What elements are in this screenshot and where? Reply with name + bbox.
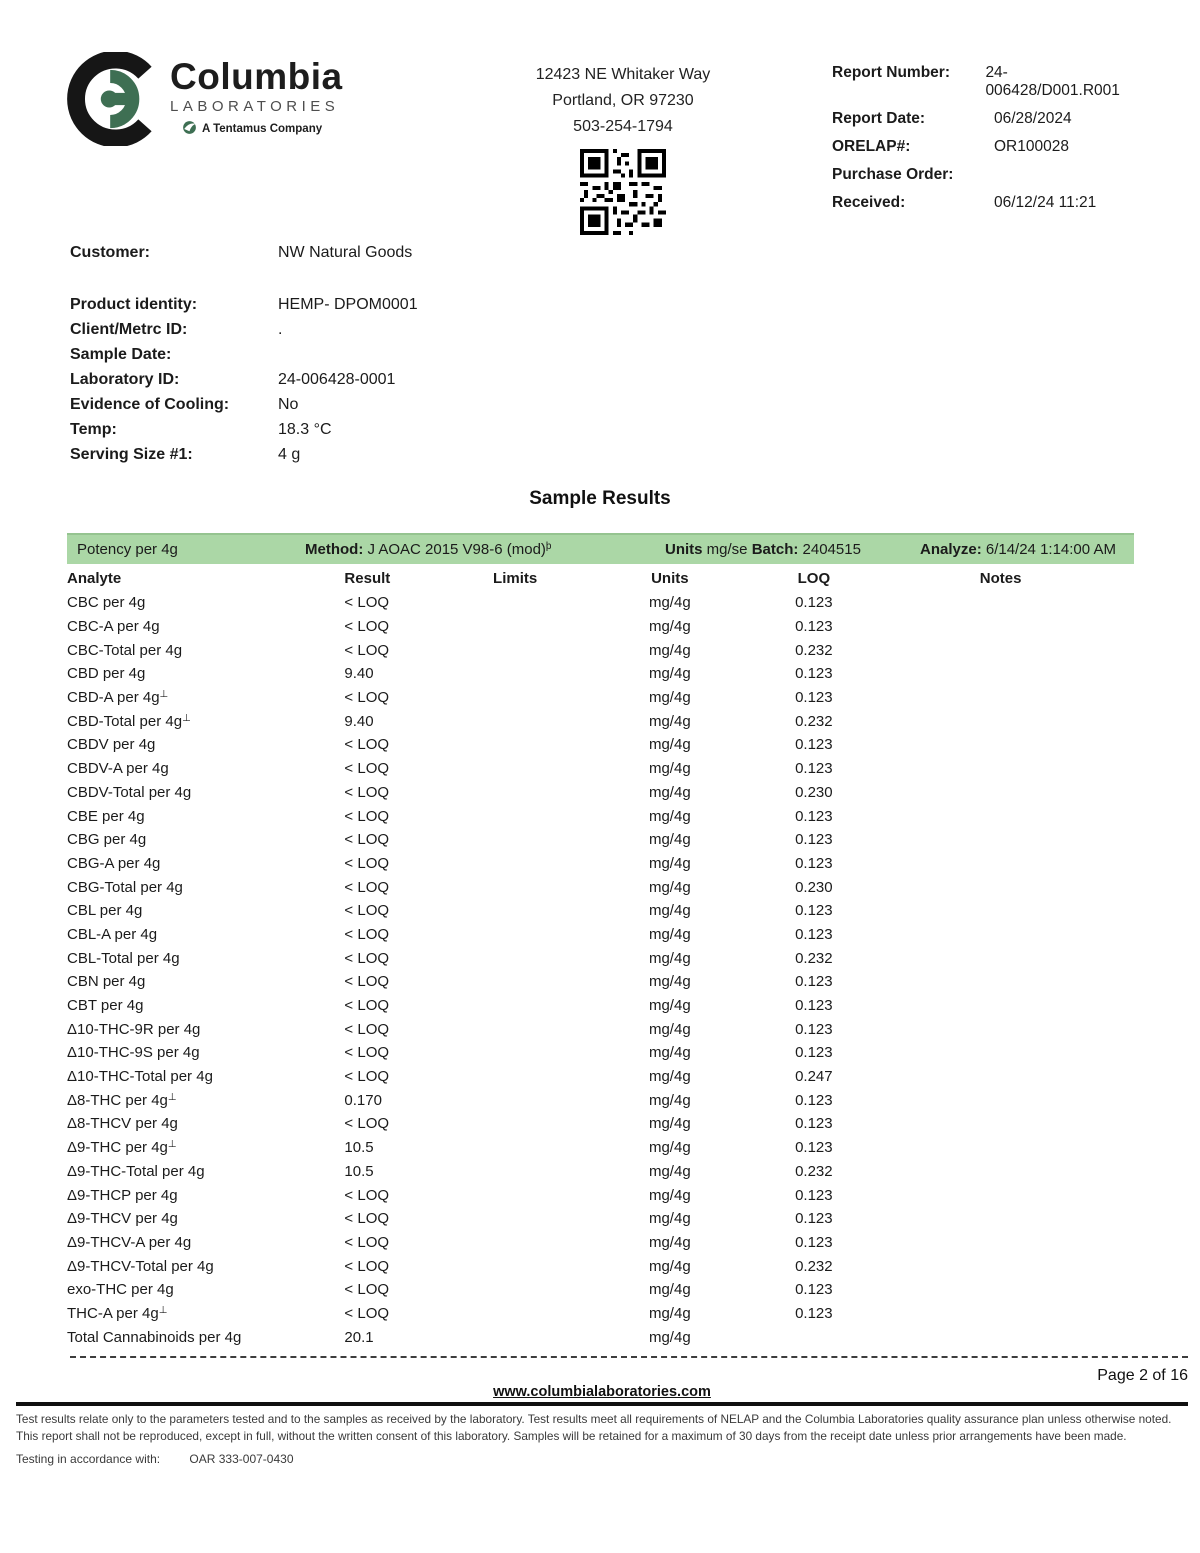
result-cell: 20.1 (344, 1328, 374, 1346)
units-cell: mg/4g (648, 712, 691, 730)
analyte-cell: CBDV per 4g (67, 736, 156, 754)
loq-cell: 0.123 (795, 1281, 833, 1299)
lab-address-line2: Portland, OR 97230 (552, 92, 694, 109)
analyte-cell: Δ9-THCV per 4g (67, 1210, 178, 1228)
info-value: 24-006428-0001 (278, 371, 396, 388)
result-cell: 10.5 (344, 1139, 374, 1157)
loq-cell: 0.123 (795, 973, 833, 991)
loq-cell: 0.230 (795, 783, 833, 801)
units-cell: mg/4g (648, 1186, 691, 1204)
loq-cell: 0.232 (795, 712, 833, 730)
info-label: Report Number: (832, 64, 950, 81)
analyte-cell: THC-A per 4g⊥ (67, 1304, 168, 1322)
loq-cell: 0.123 (795, 1139, 833, 1157)
page-number: Page 2 of 16 (1097, 1367, 1188, 1384)
result-cell: < LOQ (344, 641, 390, 659)
notes-cell (867, 899, 1134, 923)
loq-cell: 0.123 (795, 1233, 833, 1251)
results-section (67, 533, 1134, 1349)
brand-tagline: A Tentamus Company (202, 123, 323, 135)
notes-cell (867, 1088, 1134, 1112)
result-cell: < LOQ (344, 1233, 390, 1251)
col-header-result: Result (344, 570, 391, 587)
notes-cell (867, 875, 1134, 899)
banner-analyze: Analyze: 6/14/24 1:14:00 AM (920, 541, 1116, 558)
info-value: 24-006428/D001.R001 (985, 64, 1120, 99)
notes-cell (867, 828, 1134, 852)
analyte-cell: CBL per 4g (67, 902, 143, 920)
brand-name: Columbia (170, 56, 343, 97)
units-cell: mg/4g (648, 760, 691, 778)
result-cell: < LOQ (344, 831, 390, 849)
loq-cell: 0.232 (795, 1257, 833, 1275)
customer-value: NW Natural Goods (278, 244, 413, 261)
website-rule (16, 1383, 1188, 1406)
units-cell: mg/4g (648, 1044, 691, 1062)
loq-cell: 0.232 (795, 1162, 833, 1180)
table-row (67, 1017, 1134, 1041)
loq-cell (761, 1325, 868, 1349)
result-cell: < LOQ (344, 949, 390, 967)
notes-cell (867, 1207, 1134, 1231)
units-cell: mg/4g (648, 1020, 691, 1038)
result-cell: 10.5 (344, 1162, 374, 1180)
loq-cell: 0.123 (795, 902, 833, 920)
limits-cell (451, 970, 579, 994)
limits-cell (451, 852, 579, 876)
sample-info-row (70, 346, 1134, 364)
notes-cell (867, 923, 1134, 947)
analyte-cell: CBD per 4g (67, 665, 146, 683)
analyte-cell: Δ10-THC-9S per 4g (67, 1044, 200, 1062)
table-row (67, 1160, 1134, 1184)
limits-cell (451, 733, 579, 757)
result-cell: < LOQ (344, 997, 390, 1015)
limits-cell (451, 1017, 579, 1041)
limits-cell (451, 1112, 579, 1136)
notes-cell (867, 733, 1134, 757)
limits-cell (451, 1160, 579, 1184)
loq-cell: 0.123 (795, 807, 833, 825)
report-info-row (832, 166, 1134, 184)
table-row (67, 1088, 1134, 1112)
notes-cell (867, 638, 1134, 662)
info-label: Purchase Order: (832, 166, 954, 183)
table-row (67, 1302, 1134, 1326)
report-info-row (832, 194, 1134, 212)
units-cell: mg/4g (648, 783, 691, 801)
notes-cell (867, 1302, 1134, 1326)
units-cell: mg/4g (648, 831, 691, 849)
table-row (67, 1112, 1134, 1136)
notes-cell (867, 852, 1134, 876)
table-row (67, 875, 1134, 899)
notes-cell (867, 1065, 1134, 1089)
table-row (67, 781, 1134, 805)
limits-cell (451, 1136, 579, 1160)
units-cell: mg/4g (648, 925, 691, 943)
loq-cell: 0.123 (795, 831, 833, 849)
units-cell: mg/4g (648, 973, 691, 991)
limits-cell (451, 1278, 579, 1302)
sample-info-row (70, 296, 1134, 314)
result-cell: < LOQ (344, 1068, 390, 1086)
analyte-cell: CBG-Total per 4g (67, 878, 183, 896)
notes-cell (867, 709, 1134, 733)
testing-value: OAR 333-007-0430 (189, 1452, 294, 1467)
col-header-loq: LOQ (797, 570, 831, 587)
result-cell: < LOQ (344, 1257, 390, 1275)
dashed-separator (70, 1356, 1188, 1358)
sample-meta-block (0, 240, 1200, 464)
sample-info-row (70, 321, 1134, 339)
units-cell: mg/4g (648, 1304, 691, 1322)
brand-subtitle: LABORATORIES (170, 98, 340, 115)
result-cell: < LOQ (344, 1020, 390, 1038)
result-cell: < LOQ (344, 760, 390, 778)
potency-banner (67, 533, 1134, 564)
lab-address-block (458, 52, 788, 240)
table-row (67, 970, 1134, 994)
loq-cell: 0.123 (795, 618, 833, 636)
table-row (67, 1041, 1134, 1065)
result-cell: 9.40 (344, 712, 374, 730)
notes-cell (867, 757, 1134, 781)
result-cell: < LOQ (344, 1210, 390, 1228)
notes-cell (867, 1112, 1134, 1136)
limits-cell (451, 1325, 579, 1349)
analyte-cell: Δ9-THC-Total per 4g (67, 1162, 205, 1180)
results-table (67, 564, 1134, 1349)
info-label: Temp: (70, 421, 117, 438)
website-link[interactable]: www.columbialaboratories.com (493, 1384, 711, 1400)
notes-cell (867, 781, 1134, 805)
notes-cell (867, 1231, 1134, 1255)
analyte-cell: CBC-A per 4g (67, 618, 160, 636)
units-cell: mg/4g (648, 1210, 691, 1228)
disclaimer-text: Test results relate only to the parameters tested and to the samples as received by the laboratory. Test results meet all requirements of NELAP and the Columbia Laboratories quality assurance plan unless otherwise noted. This report shall not be reproduced, except in full, without the written consent of this laboratory. Samples will be retained for a maximum of 30 days from the receipt date unless prior arrangements have been made. (16, 1412, 1172, 1444)
analyte-cell: CBC per 4g (67, 594, 146, 612)
loq-cell: 0.123 (795, 736, 833, 754)
table-row (67, 1065, 1134, 1089)
analyte-cell: CBG per 4g (67, 831, 147, 849)
table-row (67, 709, 1134, 733)
limits-cell (451, 828, 579, 852)
analyte-cell: CBG-A per 4g (67, 854, 161, 872)
notes-cell (867, 686, 1134, 710)
loq-cell: 0.123 (795, 925, 833, 943)
table-row (67, 852, 1134, 876)
info-label: Evidence of Cooling: (70, 396, 230, 413)
limits-cell (451, 899, 579, 923)
notes-cell (867, 946, 1134, 970)
notes-cell (867, 662, 1134, 686)
sample-info-row (70, 396, 1134, 414)
col-header-analyte: Analyte (67, 570, 122, 587)
units-cell: mg/4g (648, 878, 691, 896)
result-cell: < LOQ (344, 618, 390, 636)
table-row (67, 1183, 1134, 1207)
result-cell: 9.40 (344, 665, 374, 683)
units-cell: mg/4g (648, 854, 691, 872)
limits-cell (451, 923, 579, 947)
notes-cell (867, 804, 1134, 828)
limits-cell (451, 994, 579, 1018)
table-row (67, 946, 1134, 970)
loq-cell: 0.123 (795, 1115, 833, 1133)
loq-cell: 0.123 (795, 1020, 833, 1038)
table-row (67, 638, 1134, 662)
units-cell: mg/4g (648, 1162, 691, 1180)
table-row (67, 591, 1134, 615)
analyte-cell: CBE per 4g (67, 807, 145, 825)
testing-label: Testing in accordance with: (16, 1452, 161, 1467)
result-cell: 0.170 (344, 1091, 382, 1109)
analyte-cell: CBD-A per 4g⊥ (67, 689, 169, 707)
result-cell: < LOQ (344, 1186, 390, 1204)
analyte-cell: CBN per 4g (67, 973, 146, 991)
notes-cell (867, 970, 1134, 994)
units-cell: mg/4g (648, 618, 691, 636)
loq-cell: 0.230 (795, 878, 833, 896)
testing-standard-row (16, 1452, 1188, 1466)
units-cell: mg/4g (648, 949, 691, 967)
qr-code (458, 149, 788, 240)
notes-cell (867, 1160, 1134, 1184)
info-value: 18.3 °C (278, 421, 332, 438)
report-info-block (788, 52, 1134, 240)
report-info-row (832, 110, 1134, 128)
limits-cell (451, 591, 579, 615)
units-cell: mg/4g (648, 1115, 691, 1133)
customer-label: Customer: (70, 244, 151, 261)
limits-cell (451, 1065, 579, 1089)
units-cell: mg/4g (648, 1257, 691, 1275)
units-cell: mg/4g (648, 1068, 691, 1086)
info-value: . (278, 321, 283, 338)
notes-cell (867, 591, 1134, 615)
analyte-cell: CBL-A per 4g (67, 925, 158, 943)
table-row (67, 994, 1134, 1018)
notes-cell (867, 1041, 1134, 1065)
info-label: Product identity: (70, 296, 198, 313)
loq-cell: 0.123 (795, 1186, 833, 1204)
result-cell: < LOQ (344, 1044, 390, 1062)
analyte-cell: Δ9-THCP per 4g (67, 1186, 178, 1204)
report-header (0, 0, 1200, 240)
analyte-cell: Δ10-THC-9R per 4g (67, 1020, 201, 1038)
result-cell: < LOQ (344, 1115, 390, 1133)
units-cell: mg/4g (648, 1139, 691, 1157)
loq-cell: 0.123 (795, 997, 833, 1015)
result-cell: < LOQ (344, 973, 390, 991)
analyte-cell: CBC-Total per 4g (67, 641, 183, 659)
info-value: OR100028 (994, 138, 1069, 155)
sample-info-row (70, 371, 1134, 389)
analyte-cell: Δ8-THC per 4g⊥ (67, 1091, 177, 1109)
units-cell: mg/4g (648, 1328, 691, 1346)
notes-cell (867, 1325, 1134, 1349)
table-row (67, 828, 1134, 852)
table-row (67, 923, 1134, 947)
banner-units-batch: Units mg/se Batch: 2404515 (665, 541, 861, 558)
banner-method: Method: J AOAC 2015 V98-6 (mod)$^þ$ (305, 541, 552, 558)
col-header-units: Units (651, 570, 689, 587)
analyte-cell: CBDV-Total per 4g (67, 783, 192, 801)
units-cell: mg/4g (648, 665, 691, 683)
table-row (67, 686, 1134, 710)
units-cell: mg/4g (648, 1233, 691, 1251)
report-info-row (832, 64, 1134, 100)
result-cell: < LOQ (344, 736, 390, 754)
limits-cell (451, 1254, 579, 1278)
limits-cell (451, 1231, 579, 1255)
results-header-row (67, 564, 1134, 591)
limits-cell (451, 781, 579, 805)
sample-info-row (70, 446, 1134, 464)
units-cell: mg/4g (648, 641, 691, 659)
info-value: No (278, 396, 299, 413)
banner-title: Potency per 4g (77, 541, 178, 558)
info-value: 06/12/24 11:21 (994, 194, 1097, 211)
lab-phone: 503-254-1794 (573, 118, 673, 135)
result-cell: < LOQ (344, 902, 390, 920)
result-cell: < LOQ (344, 594, 390, 612)
col-header-notes: Notes (979, 570, 1022, 587)
limits-cell (451, 638, 579, 662)
limits-cell (451, 662, 579, 686)
notes-cell (867, 1254, 1134, 1278)
units-cell: mg/4g (648, 1091, 691, 1109)
info-label: Serving Size #1: (70, 446, 193, 463)
units-cell: mg/4g (648, 594, 691, 612)
result-cell: < LOQ (344, 854, 390, 872)
table-row (67, 1207, 1134, 1231)
lab-address-line1: 12423 NE Whitaker Way (535, 66, 711, 83)
result-cell: < LOQ (344, 783, 390, 801)
tentamus-leaf-icon (182, 120, 197, 138)
loq-cell: 0.123 (795, 665, 833, 683)
report-info-row (832, 138, 1134, 156)
analyte-cell: exo-THC per 4g (67, 1281, 174, 1299)
limits-cell (451, 946, 579, 970)
info-label: Client/Metrc ID: (70, 321, 188, 338)
info-value: HEMP- DPOM0001 (278, 296, 418, 313)
table-row (67, 615, 1134, 639)
analyte-cell: Δ9-THCV-Total per 4g (67, 1257, 214, 1275)
units-cell: mg/4g (648, 807, 691, 825)
limits-cell (451, 1207, 579, 1231)
limits-cell (451, 1088, 579, 1112)
notes-cell (867, 1136, 1134, 1160)
loq-cell: 0.123 (795, 1304, 833, 1322)
sample-info-row (70, 421, 1134, 439)
result-cell: < LOQ (344, 1304, 390, 1322)
loq-cell: 0.123 (795, 1210, 833, 1228)
analyte-cell: CBDV-A per 4g (67, 760, 169, 778)
analyte-cell: Total Cannabinoids per 4g (67, 1328, 242, 1346)
limits-cell (451, 709, 579, 733)
table-row (67, 1254, 1134, 1278)
limits-cell (451, 1302, 579, 1326)
result-cell: < LOQ (344, 925, 390, 943)
notes-cell (867, 615, 1134, 639)
analyte-cell: CBT per 4g (67, 997, 144, 1015)
table-row (67, 1136, 1134, 1160)
info-label: ORELAP#: (832, 138, 911, 155)
limits-cell (451, 1041, 579, 1065)
result-cell: < LOQ (344, 1281, 390, 1299)
table-row (67, 757, 1134, 781)
loq-cell: 0.123 (795, 1044, 833, 1062)
loq-cell: 0.123 (795, 594, 833, 612)
notes-cell (867, 1017, 1134, 1041)
columbia-logo-icon (66, 52, 160, 151)
table-row (67, 1325, 1134, 1349)
limits-cell (451, 615, 579, 639)
info-value: 4 g (278, 446, 301, 463)
limits-cell (451, 1183, 579, 1207)
result-cell: < LOQ (344, 878, 390, 896)
loq-cell: 0.123 (795, 760, 833, 778)
limits-cell (451, 757, 579, 781)
analyte-cell: Δ9-THCV-A per 4g (67, 1233, 192, 1251)
units-cell: mg/4g (648, 736, 691, 754)
info-label: Laboratory ID: (70, 371, 180, 388)
limits-cell (451, 686, 579, 710)
table-row (67, 733, 1134, 757)
loq-cell: 0.123 (795, 689, 833, 707)
result-cell: < LOQ (344, 689, 390, 707)
table-row (67, 1278, 1134, 1302)
notes-cell (867, 994, 1134, 1018)
loq-cell: 0.123 (795, 1091, 833, 1109)
columbia-logo (66, 52, 458, 240)
notes-cell (867, 1278, 1134, 1302)
report-footer (16, 1367, 1188, 1466)
analyte-cell: CBD-Total per 4g⊥ (67, 712, 191, 730)
table-row (67, 662, 1134, 686)
info-label: Report Date: (832, 110, 926, 127)
analyte-cell: Δ9-THC per 4g⊥ (67, 1139, 177, 1157)
units-cell: mg/4g (648, 1281, 691, 1299)
customer-row (70, 244, 1134, 262)
notes-cell (867, 1183, 1134, 1207)
units-cell: mg/4g (648, 997, 691, 1015)
loq-cell: 0.232 (795, 949, 833, 967)
units-cell: mg/4g (648, 902, 691, 920)
loq-cell: 0.247 (795, 1068, 833, 1086)
info-label: Sample Date: (70, 346, 172, 363)
table-row (67, 804, 1134, 828)
analyte-cell: Δ8-THCV per 4g (67, 1115, 178, 1133)
analyte-cell: CBL-Total per 4g (67, 949, 180, 967)
table-row (67, 1231, 1134, 1255)
units-cell: mg/4g (648, 689, 691, 707)
analyte-cell: Δ10-THC-Total per 4g (67, 1068, 213, 1086)
info-value: 06/28/2024 (994, 110, 1072, 127)
info-label: Received: (832, 194, 906, 211)
col-header-limits: Limits (493, 570, 538, 587)
result-cell: < LOQ (344, 807, 390, 825)
section-title: Sample Results (529, 488, 671, 509)
limits-cell (451, 804, 579, 828)
table-row (67, 899, 1134, 923)
limits-cell (451, 875, 579, 899)
loq-cell: 0.123 (795, 854, 833, 872)
loq-cell: 0.232 (795, 641, 833, 659)
